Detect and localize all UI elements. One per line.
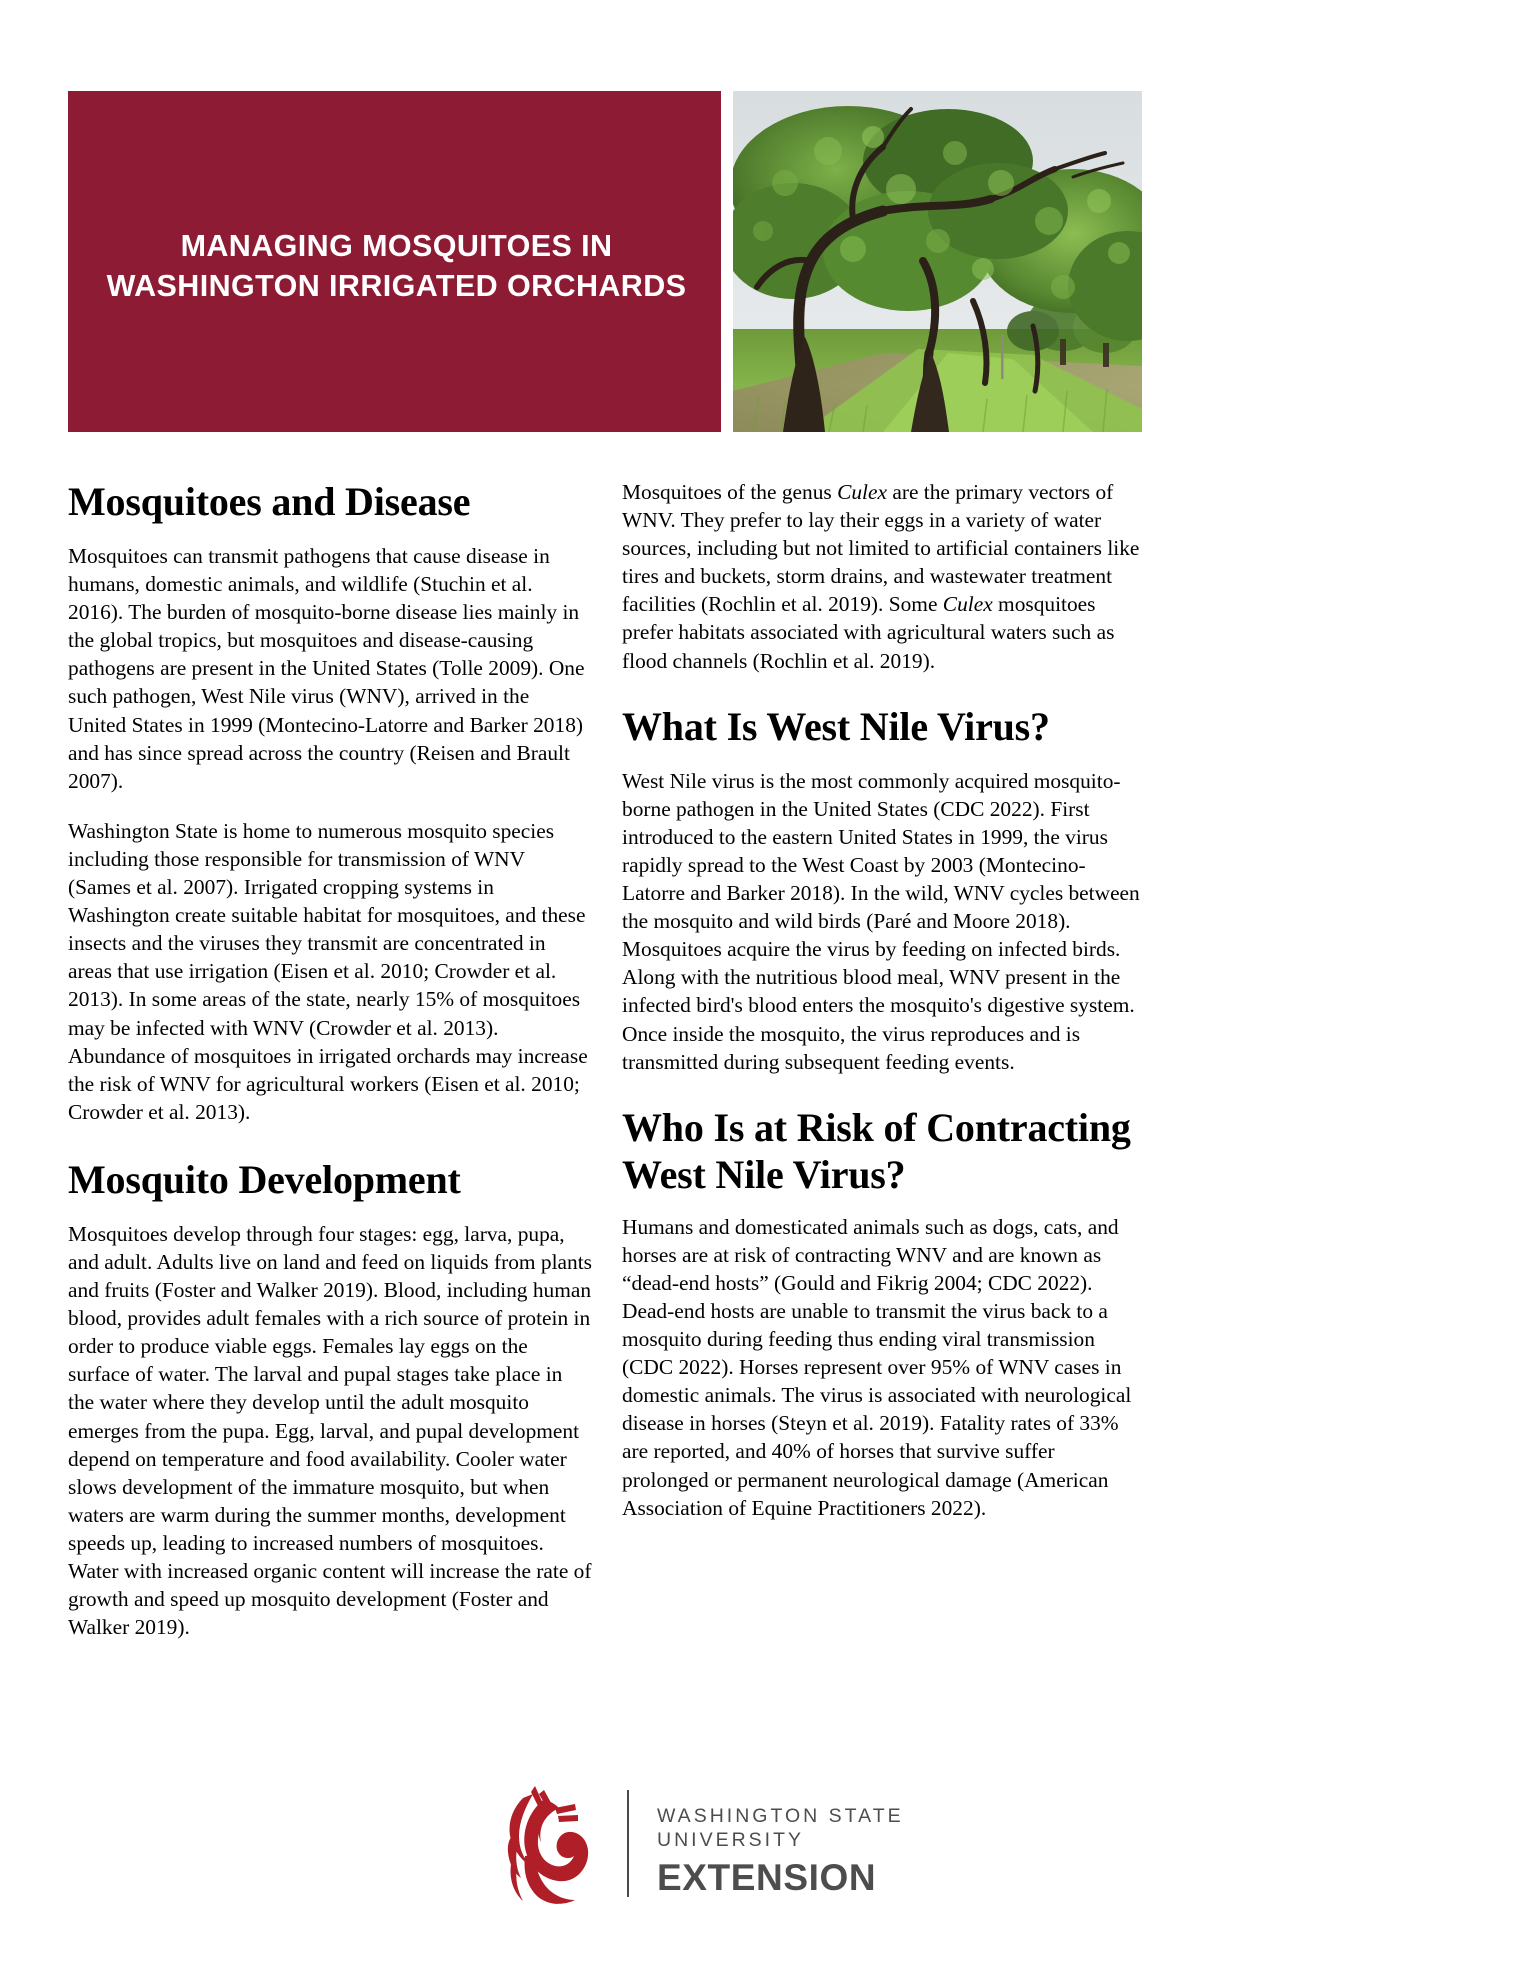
page-header <box>68 91 1142 432</box>
paragraph-west-nile-virus: West Nile virus is the most commonly acquired mosquito-borne pathogen in the United States (CDC 2022). First introduced to the eastern United States in 1999, the virus rapidly spread to the West Coast by 2003 (Montecino-Latorre and Barker 2018). In the wild, WNV cycles between the mosquito and wild birds (Paré and Moore 2018). Mosquitoes acquire the virus by feeding on infected birds. Along with the nutritious blood meal, WNV present in the infected bird's blood enters the mosquito's digestive system. Once inside the mosquito, the virus reproduces and is transmitted during subsequent feeding events. <box>622 768 1140 1074</box>
heading-who-is-at-risk: Who Is at Risk of Contracting West Nile Virus? <box>622 1104 1131 1197</box>
wsu-cougar-head-icon <box>489 1782 607 1905</box>
logo-extension-name: EXTENSION <box>657 1857 877 1898</box>
culex-text-part-3: mosquitoes prefer habitats associated with agricultural waters such as flood channels (Rochlin et al. 2019). <box>622 592 1115 673</box>
paragraph-mosquitoes-disease-1: Mosquitoes can transmit pathogens that cause disease in humans, domestic animals, and wildlife (Stuchin et al. 2016). The burden of mosquito-borne disease lies mainly in the global tropics, but mosquitoes and disease-causing pathogens are present in the United States (Tolle 2009). One such pathogen, West Nile virus (WNV), arrived in the United States in 1999 (Montecino-Latorre and Barker 2018) and has since spread across the country (Reisen and Brault 2007). <box>68 544 585 793</box>
paragraph-mosquitoes-disease-2: Washington State is home to numerous mosquito species including those responsible for transmission of WNV (Sames et al. 2007). Irrigated cropping systems in Washington create suitable habitat for mosquitoes, and these insects and the viruses they transmit are concentrated in areas that use irrigation (Eisen et al. 2010; Crowder et al. 2013). In some areas of the state, nearly 15% of mosquitoes may be infected with WNV (Crowder et al. 2013). Abundance of mosquitoes in irrigated orchards may increase the risk of WNV for agricultural workers (Eisen et al. 2010; Crowder et al. 2013). <box>68 818 588 1124</box>
heading-mosquito-development: Mosquito Development <box>68 1156 461 1202</box>
left-column <box>68 478 592 1641</box>
right-column <box>622 478 1146 1522</box>
paragraph-mosquito-development-1: Mosquitoes develop through four stages: egg, larva, pupa, and adult. Adults live on land and feed on liquids from plants and fruits (Foster and Walker 2019). Blood, including human blood, provides adult females with a rich source of protein in order to produce viable eggs. Females lay eggs on the surface of water. The larval and pupal stages take place in the water where they develop until the adult mosquito emerges from the pupa. Egg, larval, and pupal development depend on temperature and food availability. Cooler water slows development of the immature mosquito, but when waters are warm during the summer months, development speeds up, leading to increased numbers of mosquitoes. Water with increased organic content will increase the rate of growth and speed up mosquito development (Foster and Walker 2019). <box>68 1221 592 1640</box>
culex-text-part-1: Mosquitoes of the genus <box>622 480 838 504</box>
paragraph-who-is-at-risk: Humans and domesticated animals such as dogs, cats, and horses are at risk of contracting WNV and are known as “dead-end hosts” (Gould and Fikrig 2004; CDC 2022). Dead-end hosts are unable to transmit the virus back to a mosquito during feeding thus ending viral transmission (CDC 2022). Horses represent over 95% of WNV cases in domestic animals. The virus is associated with neurological disease in horses (Steyn et al. 2019). Fatality rates of 33% are reported, and 40% of horses that survive suffer prolonged or permanent neurological damage (American Association of Equine Practitioners 2022). <box>622 1214 1132 1520</box>
logo-wordmark <box>657 1804 904 1900</box>
culex-text-part-2: are the primary vectors of WNV. They prefer to lay their eggs in a variety of water sources, including but not limited to artificial containers like tires and buckets, storm drains, and wastewater treatment facilities (Rochlin et al. 2019). Some <box>622 480 1140 617</box>
logo-university-name: WASHINGTON STATE UNIVERSITY <box>657 1805 904 1851</box>
heading-what-is-west-nile-virus: What Is West Nile Virus? <box>622 703 1050 749</box>
article-body <box>68 478 1178 1640</box>
paragraph-culex-vectors <box>622 478 1146 675</box>
title-banner <box>68 91 721 432</box>
logo-divider <box>627 1790 629 1897</box>
page-title: MANAGING MOSQUITOES IN WASHINGTON IRRIGATED ORCHARDS <box>106 229 687 303</box>
heading-mosquitoes-and-disease: Mosquitoes and Disease <box>68 479 471 524</box>
culex-genus-italic-1: Culex <box>837 480 887 504</box>
orchard-photo <box>733 91 1142 432</box>
orchard-photo-graphic <box>733 91 1142 432</box>
culex-genus-italic-2: Culex <box>942 592 993 617</box>
wsu-extension-logo <box>489 1782 904 1905</box>
cougar-head-graphic <box>489 1782 607 1905</box>
